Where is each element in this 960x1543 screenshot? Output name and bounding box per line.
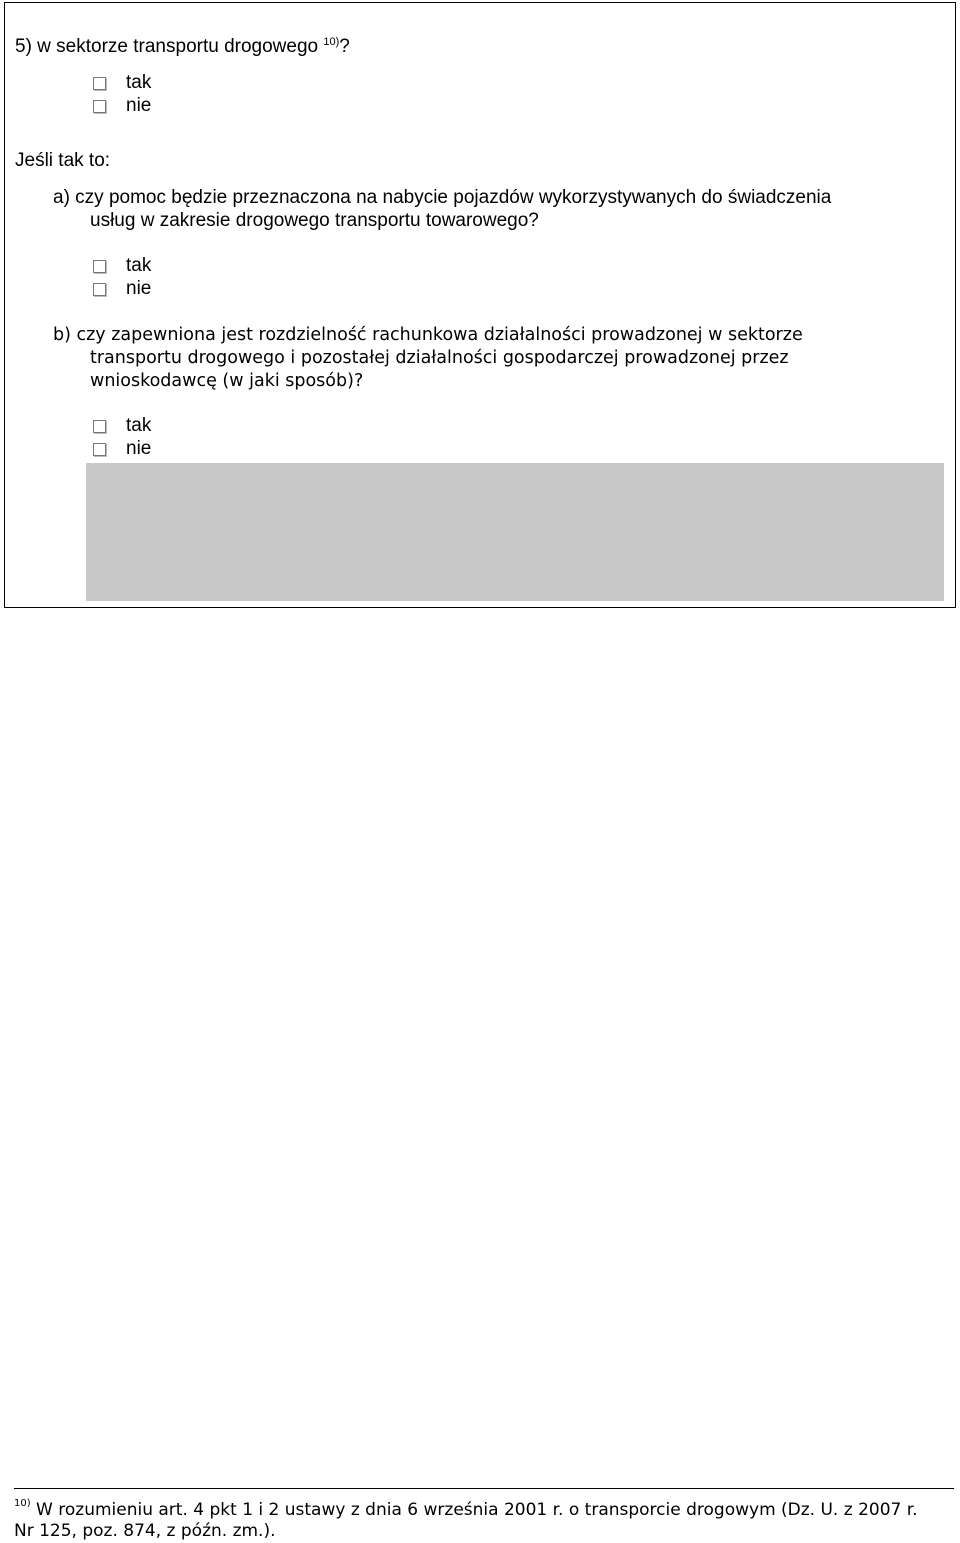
footnote-divider <box>14 1488 954 1489</box>
b-tak-checkbox[interactable] <box>93 420 106 433</box>
footnote-line2: Nr 125, poz. 874, z późn. zm.). <box>14 1521 276 1541</box>
b-nie-label: nie <box>126 438 152 459</box>
q5-nie-label: nie <box>126 95 152 116</box>
part-a-line1: a) czy pomoc będzie przeznaczona na nabycie pojazdów wykorzystywanych do świadczenia <box>53 187 832 208</box>
q5-nie-checkbox[interactable] <box>93 100 106 113</box>
b-option-tak[interactable] <box>93 415 151 437</box>
answer-text-field[interactable] <box>86 463 944 601</box>
footnote-marker: 10) <box>14 1498 31 1509</box>
q5-tak-checkbox[interactable] <box>93 77 106 90</box>
if-yes-label: Jeśli tak to: <box>15 150 111 171</box>
footnote-ref: 10) <box>323 36 340 48</box>
b-tak-label: tak <box>126 415 152 436</box>
part-a-line2: usług w zakresie drogowego transportu towarowego? <box>90 210 539 231</box>
a-nie-label: nie <box>126 278 152 299</box>
q5-option-nie[interactable] <box>93 95 151 117</box>
a-option-tak[interactable] <box>93 255 151 277</box>
part-b-line2: transportu drogowego i pozostałej działalności gospodarczej prowadzonej przez <box>90 348 789 368</box>
q5-tak-label: tak <box>126 72 152 93</box>
b-nie-checkbox[interactable] <box>93 443 106 456</box>
part-b-line1: b) czy zapewniona jest rozdzielność rachunkowa działalności prowadzonej w sektorze <box>53 325 803 345</box>
question-5-title: 5) w sektorze transportu drogowego $^{10)}$? <box>15 36 350 57</box>
a-nie-checkbox[interactable] <box>93 283 106 296</box>
part-b-line3: wnioskodawcę (w jaki sposób)? <box>90 371 364 391</box>
a-tak-label: tak <box>126 255 152 276</box>
a-tak-checkbox[interactable] <box>93 260 106 273</box>
q5-option-tak[interactable] <box>93 72 151 94</box>
b-option-nie[interactable] <box>93 438 151 460</box>
a-option-nie[interactable] <box>93 278 151 300</box>
footnote-line1: $^{10)}$ W rozumieniu art. 4 pkt 1 i 2 ustawy z dnia 6 września 2001 r. o transporcie drogowym (Dz. U. z 2007 r. <box>14 1498 918 1520</box>
